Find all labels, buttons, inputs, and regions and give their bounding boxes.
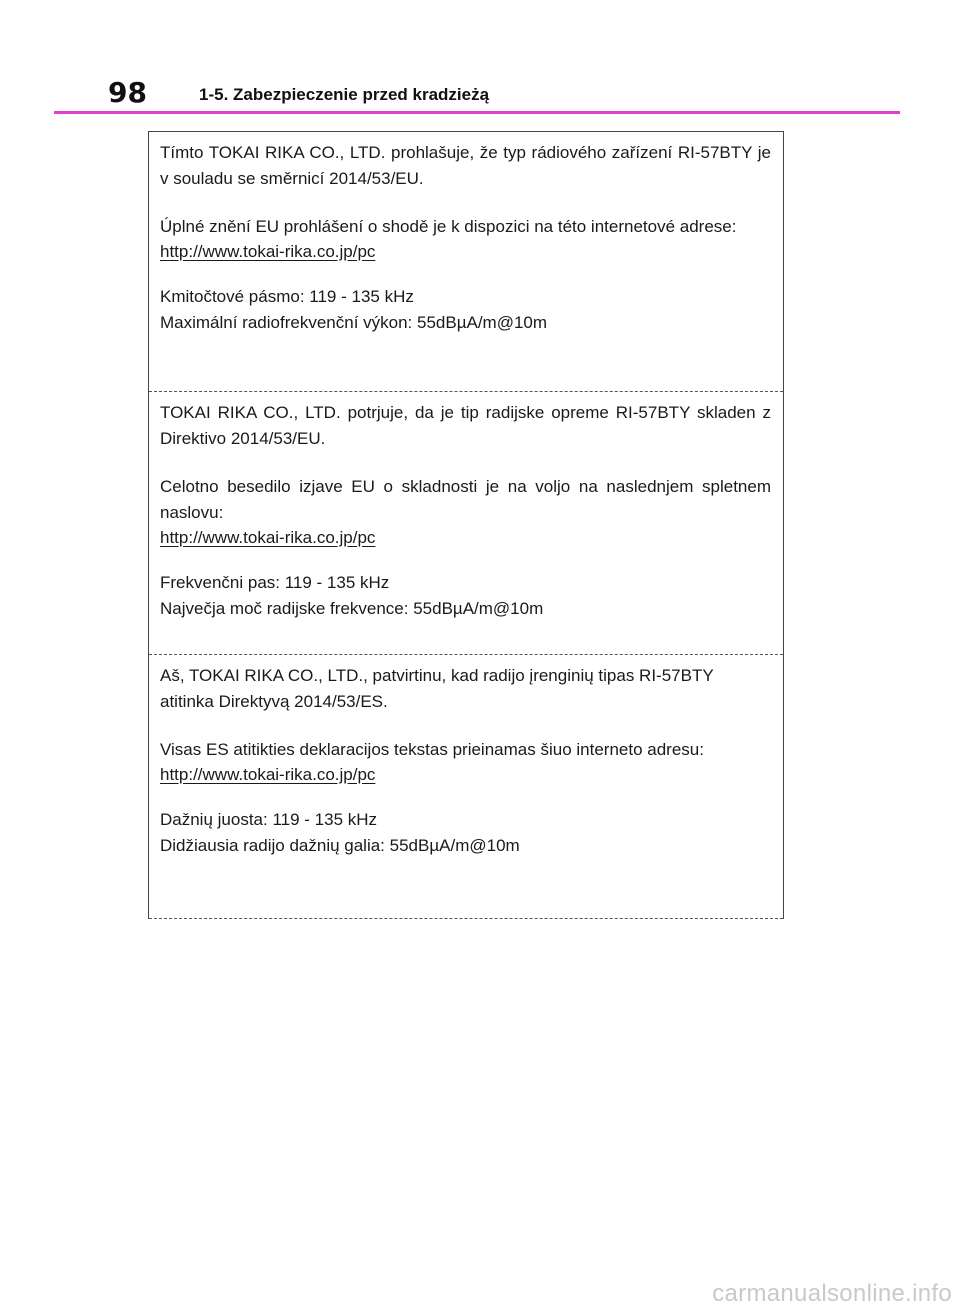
page-number: 98 [108,76,147,109]
conformity-statement: Tímto TOKAI RIKA CO., LTD. prohlašuje, že typ rádiového zařízení RI-57BTY je v souladu se směrnicí 2014/53/EU. [160,143,771,188]
declaration-link[interactable]: http://www.tokai-rika.co.jp/pc [160,242,376,261]
section-title: 1-5. Zabezpieczenie przed kradzieżą [199,85,490,104]
declaration-block-slovenian [149,392,783,655]
conformity-statement: TOKAI RIKA CO., LTD. potrjuje, da je tip radijske opreme RI-57BTY skladen z Direktivo 2014/53/EU. [160,403,771,448]
declaration-table [148,131,784,919]
frequency-band: Frekvenčni pas: 119 - 135 kHz [160,573,390,592]
declaration-link[interactable]: http://www.tokai-rika.co.jp/pc [160,765,376,784]
frequency-band: Dažnių juosta: 119 - 135 kHz [160,810,378,829]
max-power: Didžiausia radijo dažnių galia: 55dBµA/m@10m [160,836,520,855]
max-power: Maximální radiofrekvenční výkon: 55dBµA/m@10m [160,313,548,332]
conformity-statement: Aš, TOKAI RIKA CO., LTD., patvirtinu, kad radijo įrenginių tipas RI-57BTY atitinka Direktyvą 2014/53/ES. [160,666,714,711]
declaration-availability: Visas ES atitikties deklaracijos tekstas prieinamas šiuo interneto adresu: [160,740,704,759]
page-header [0,0,960,116]
declaration-block-czech [149,132,783,392]
declaration-availability: Úplné znění EU prohlášení o shodě je k dispozici na této internetové adrese: [160,217,737,236]
max-power: Največja moč radijske frekvence: 55dBµA/m@10m [160,599,544,618]
header-rule [54,111,900,114]
declaration-availability: Celotno besedilo izjave EU o skladnosti je na voljo na naslednjem spletnem naslovu: [160,477,771,522]
declaration-link[interactable]: http://www.tokai-rika.co.jp/pc [160,528,376,547]
watermark: carmanualsonline.info [712,1280,952,1307]
frequency-band: Kmitočtové pásmo: 119 - 135 kHz [160,287,414,306]
declaration-block-lithuanian [149,655,783,919]
